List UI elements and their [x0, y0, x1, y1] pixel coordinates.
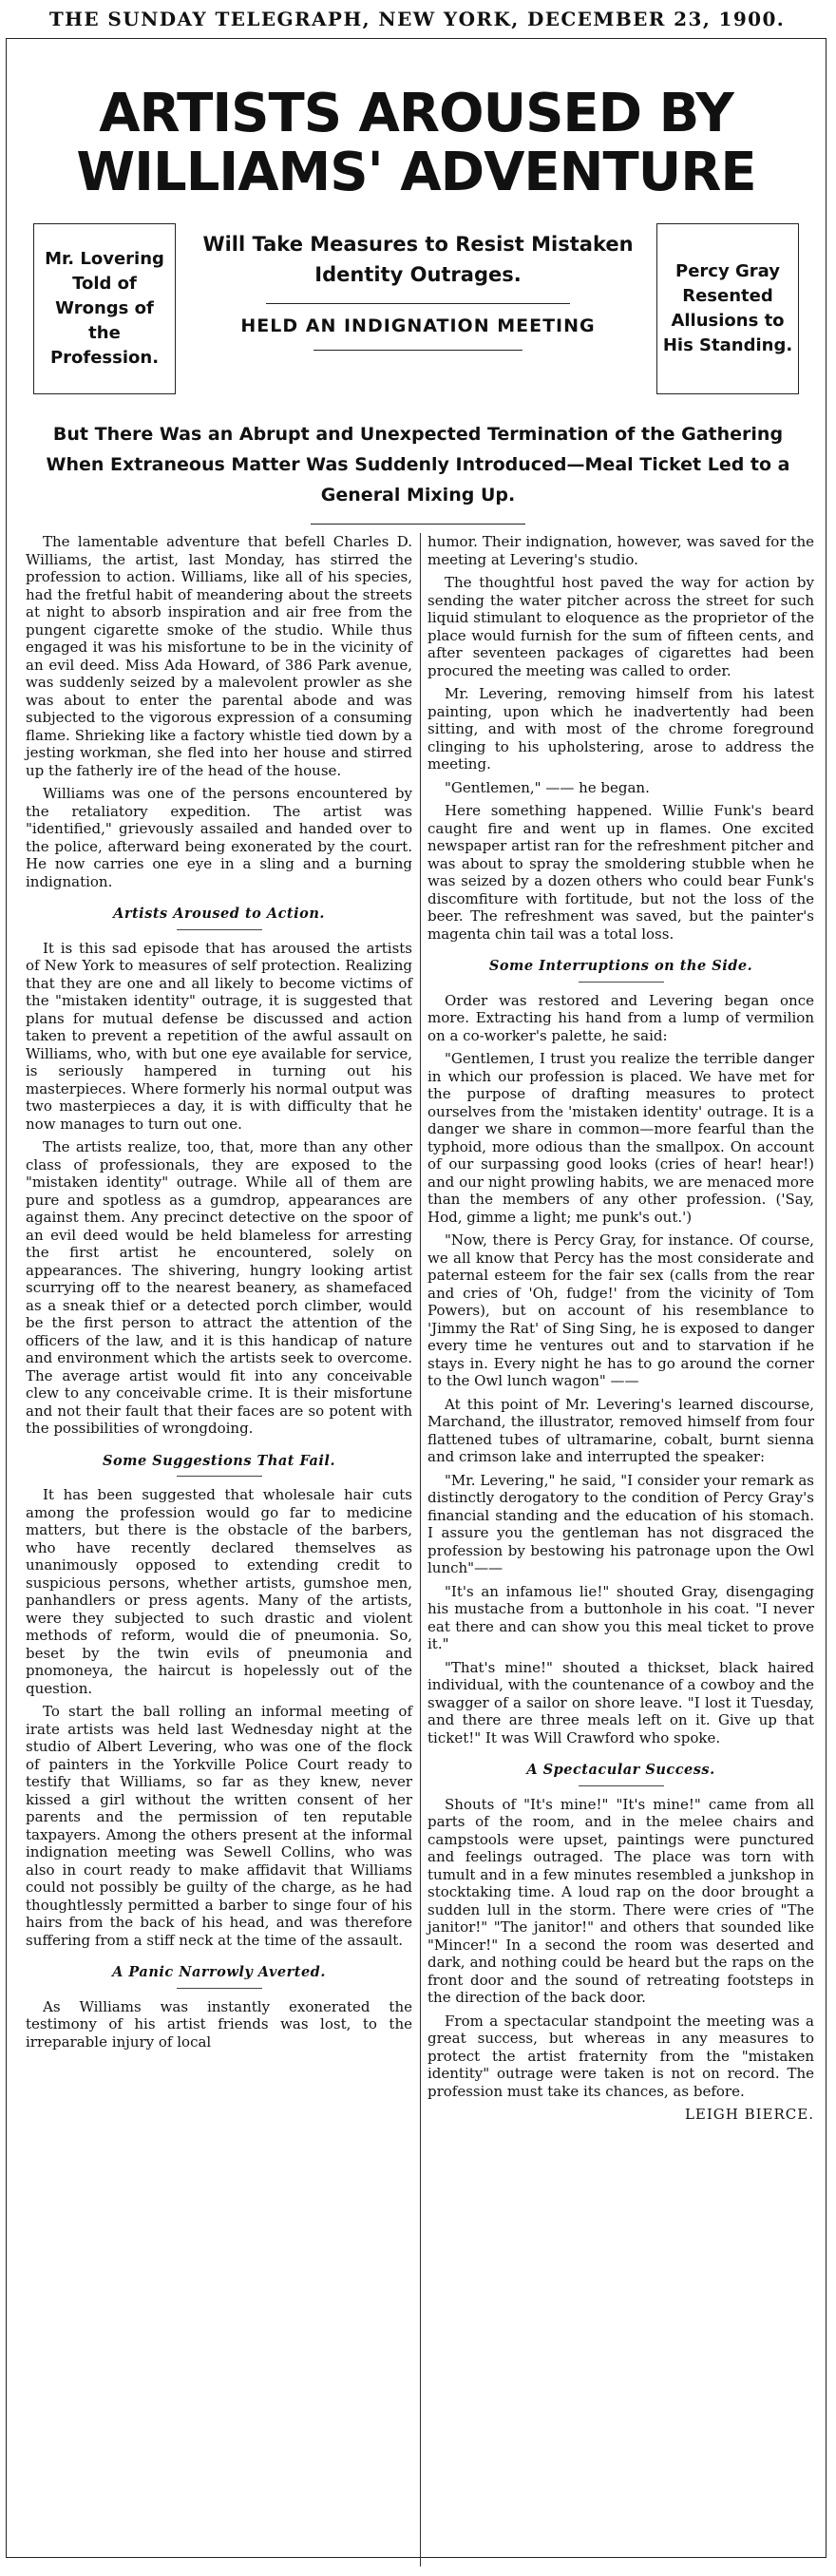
- section-heading: Artists Aroused to Action.: [26, 906, 412, 930]
- paragraph: It has been suggested that wholesale hair cuts among the profession would go far to medicine matters, but there is the obstacle of the barbers, who have recently declared themselves as unanimously opposed to extending credit to suspicious persons, whether artists, gumshoe men, panhandlers or press agents. Many of the artists, were they subjected to such drastic and violent methods of reform, would die of pneumonia. So, beset by the twin evils of pneumonia and pnomoneya, the haircut is hopelessly out of the question.: [26, 1486, 412, 1697]
- paragraph: Shouts of "It's mine!" "It's mine!" came from all parts of the room, and in the melee chairs and campstools were upset, paintings were punctured and feelings outraged. The place was torn with tumult and in a few minutes resembled a junkshop in stocktaking time. A loud rap on the door brought a sudden lull in the storm. There were cries of "The janitor!" "The janitor!" and others that sounded like "Mincer!" In a second the room was deserted and dark, and nothing could be heard but the raps on the front door and the sound of retreating footsteps in the direction of the back door.: [428, 1795, 814, 2006]
- paragraph: From a spectacular standpoint the meeting was a great success, but whereas in any measures to protect the artist fraternity from the "mistaken identity" outrage were taken is not on record. The profession must take its chances, as before.: [428, 2012, 814, 2100]
- masthead: THE SUNDAY TELEGRAPH, NEW YORK, DECEMBER 23, 1900.: [48, 8, 786, 30]
- paragraph: To start the ball rolling an informal meeting of irate artists was held last Wednesday night at the studio of Albert Levering, who was one of the flock of painters in the Yorkville Police Court ready to testify that Williams, so far as they knew, never kissed a girl without the written consent of her parents and the permission of ten reputable taxpayers. Among the others present at the informal indignation meeting was Sewell Collins, who was also in court ready to make affidavit that Williams could not possibly be guilty of the charge, as he had thoughtlessly permitted a barber to singe four of his hairs from the back of his head, and was therefore suffering from a stiff neck at the time of the assault.: [26, 1703, 412, 1949]
- subhead-divider: [311, 524, 525, 525]
- section-heading: A Panic Narrowly Averted.: [26, 1964, 412, 1989]
- paragraph: "Gentlemen, I trust you realize the terrible danger in which our profession is placed. We have met for the purpose of drafting measures to protect ourselves from the 'mistaken identity' outrage. It is a danger we share in common—more fearful than the typhoid, more odious than the smallpox. On account of our surpassing good looks (cries of hear! hear!) and our night prowling habits, we are menaced more than the members of any other profession. ('Say, Hod, gimme a light; me punk's out.'): [428, 1050, 814, 1226]
- paragraph: "Mr. Levering," he said, "I consider your remark as distinctly derogatory to the condition of Percy Gray's financial standing and the education of his stomach. I assure you the gentleman has not disgraced the profession by bestowing his patronage upon the Owl lunch"——: [428, 1471, 814, 1576]
- byline-signature: LEIGH BIERCE.: [684, 2106, 814, 2123]
- paragraph: It is this sad episode that has aroused the artists of New York to measures of self protection. Realizing that they are one and all likely to become victims of the "mistaken identity" outrage, it is suggested that plans for mutual defense be discussed and action taken to prevent a repetition of the awful assault on Williams, who, with but one eye available for service, is seriously hampered in turning out his masterpieces. Where formerly his normal output was two masterpieces a day, it is with difficulty that he now manages to turn out one.: [26, 939, 412, 1133]
- paragraph: "It's an infamous lie!" shouted Gray, disengaging his mustache from a buttonhole in his coat. "I never eat there and can show you this meal ticket to prove it.": [428, 1582, 814, 1652]
- paragraph: humor. Their indignation, however, was saved for the meeting at Levering's studio.: [428, 533, 814, 568]
- paragraph: At this point of Mr. Levering's learned discourse, Marchand, the illustrator, removed himself from four flattened tubes of ultramarine, cobalt, burnt sienna and crimson lake and interrupted the speaker:: [428, 1395, 814, 1465]
- section-heading: Some Suggestions That Fail.: [26, 1453, 412, 1478]
- subheadline: But There Was an Abrupt and Unexpected Termination of the Gathering When Extraneous Matter Was Suddenly Introduced—Meal Ticket Led to a General Mixing Up.: [46, 424, 790, 506]
- section-heading: Some Interruptions on the Side.: [428, 958, 814, 983]
- section-heading: A Spectacular Success.: [428, 1762, 814, 1786]
- paragraph: "Now, there is Percy Gray, for instance. Of course, we all know that Percy has the most considerate and paternal esteem for the fair sex (calls from the rear and cries of 'Oh, fudge!' from the vicinity of Tom Powers), but on account of his resemblance to 'Jimmy the Rat' of Sing Sing, he is exposed to danger every time he ventures out and to starvation if he stays in. Every night he has to go around the corner to the Owl lunch wagon" ——: [428, 1231, 814, 1389]
- center-deck-main: Will Take Measures to Resist Mistaken Identity Outrages.: [202, 233, 634, 286]
- paragraph: "That's mine!" shouted a thickset, black haired individual, with the countenance of a cowboy and the swagger of a sailor on shore leave. "I lost it Tuesday, and there are three meals left on it. Give up that ticket!" It was Will Crawford who spoke.: [428, 1658, 814, 1746]
- paragraph: The lamentable adventure that befell Charles D. Williams, the artist, last Monday, has stirred the profession to action. Williams, like all of his species, had the fretful habit of meandering about the streets at night to absorb inspiration and air free from the pungent cigarette smoke of the studio. While thus engaged it was his misfortune to be in the vicinity of an evil deed. Miss Ada Howard, of 386 Park avenue, was suddenly seized by a malevolent prowler as she was about to enter the parental abode and was subjected to the vigorous expression of a consuming flame. Shrieking like a factory whistle tied down by a jesting workman, she fled into her house and stirred up the fatherly ire of the head of the house.: [26, 533, 412, 779]
- paragraph: As Williams was instantly exonerated the testimony of his artist friends was lost, to the irreparable injury of local: [26, 1997, 412, 2051]
- headline-line-2: WILLIAMS' ADVENTURE: [76, 142, 756, 203]
- paragraph: "Gentlemen," —— he began.: [445, 778, 650, 796]
- article-frame: [6, 38, 826, 2558]
- deck-divider: [314, 350, 522, 351]
- deck-area: [7, 223, 826, 404]
- headline-line-1: ARTISTS AROUSED BY: [99, 83, 733, 144]
- right-deck-box: Percy Gray Resented Allusions to His Standing.: [656, 223, 799, 394]
- paragraph: Mr. Levering, removing himself from his latest painting, upon which he inadvertently had been sitting, and with most of the chrome foreground clinging to his upholstering, arose to address the meeting.: [428, 685, 814, 773]
- newspaper-page: [6, 4, 828, 2123]
- paragraph: The artists realize, too, that, more than any other class of professionals, they are exposed to the "mistaken identity" outrage. While all of them are pure and spotless as a gumdrop, appearances are against them. Any precinct detective on the spoor of an evil deed would be held blameless for arresting the first artist he encountered, solely on appearances. The shivering, hungry looking artist scurrying off to the nearest beanery, as shamefaced as a sneak thief or a detected porch climber, would be the first person to attract the attention of the officers of the law, and it is this handicap of nature and environment which the artists seek to overcome. The average artist would fit into any conceivable clew to any conceivable crime. It is their misfortune and not their fault that their faces are so potent with the possibilities of wrongdoing.: [26, 1138, 412, 1437]
- article-columns: [26, 533, 814, 2576]
- column-rule: [420, 533, 421, 2566]
- paragraph: Order was restored and Levering began once more. Extracting his hand from a lump of vermilion on a co-worker's palette, he said:: [428, 991, 814, 1044]
- deck-divider: [266, 303, 570, 304]
- paragraph: Here something happened. Willie Funk's beard caught fire and went up in flames. One excited newspaper artist ran for the refreshment pitcher and was about to spray the smoldering stubble when he was seized by a dozen others who could bear Funk's discomfiture with fortitude, but not the loss of the beer. The refreshment was saved, but the painter's magenta chin tail was a total loss.: [428, 802, 814, 943]
- article-column-1: [26, 533, 412, 2576]
- paragraph: Williams was one of the persons encountered by the retaliatory expedition. The artist was "identified," grievously assailed and handed over to the police, afterward being exonerated by the court. He now carries one eye in a sling and a burning indignation.: [26, 785, 412, 890]
- left-deck-box: Mr. Lovering Told of Wrongs of the Profession.: [33, 223, 176, 394]
- article-column-2: [428, 533, 814, 2576]
- center-deck-sub: HELD AN INDIGNATION MEETING: [240, 315, 596, 336]
- center-deck: [187, 229, 649, 351]
- paragraph: The thoughtful host paved the way for action by sending the water pitcher across the street for such liquid stimulant to eloquence as the proprietor of the place would furnish for the sum of fifteen cents, and after seventeen packages of cigarettes had been procured the meeting was called to order.: [428, 574, 814, 679]
